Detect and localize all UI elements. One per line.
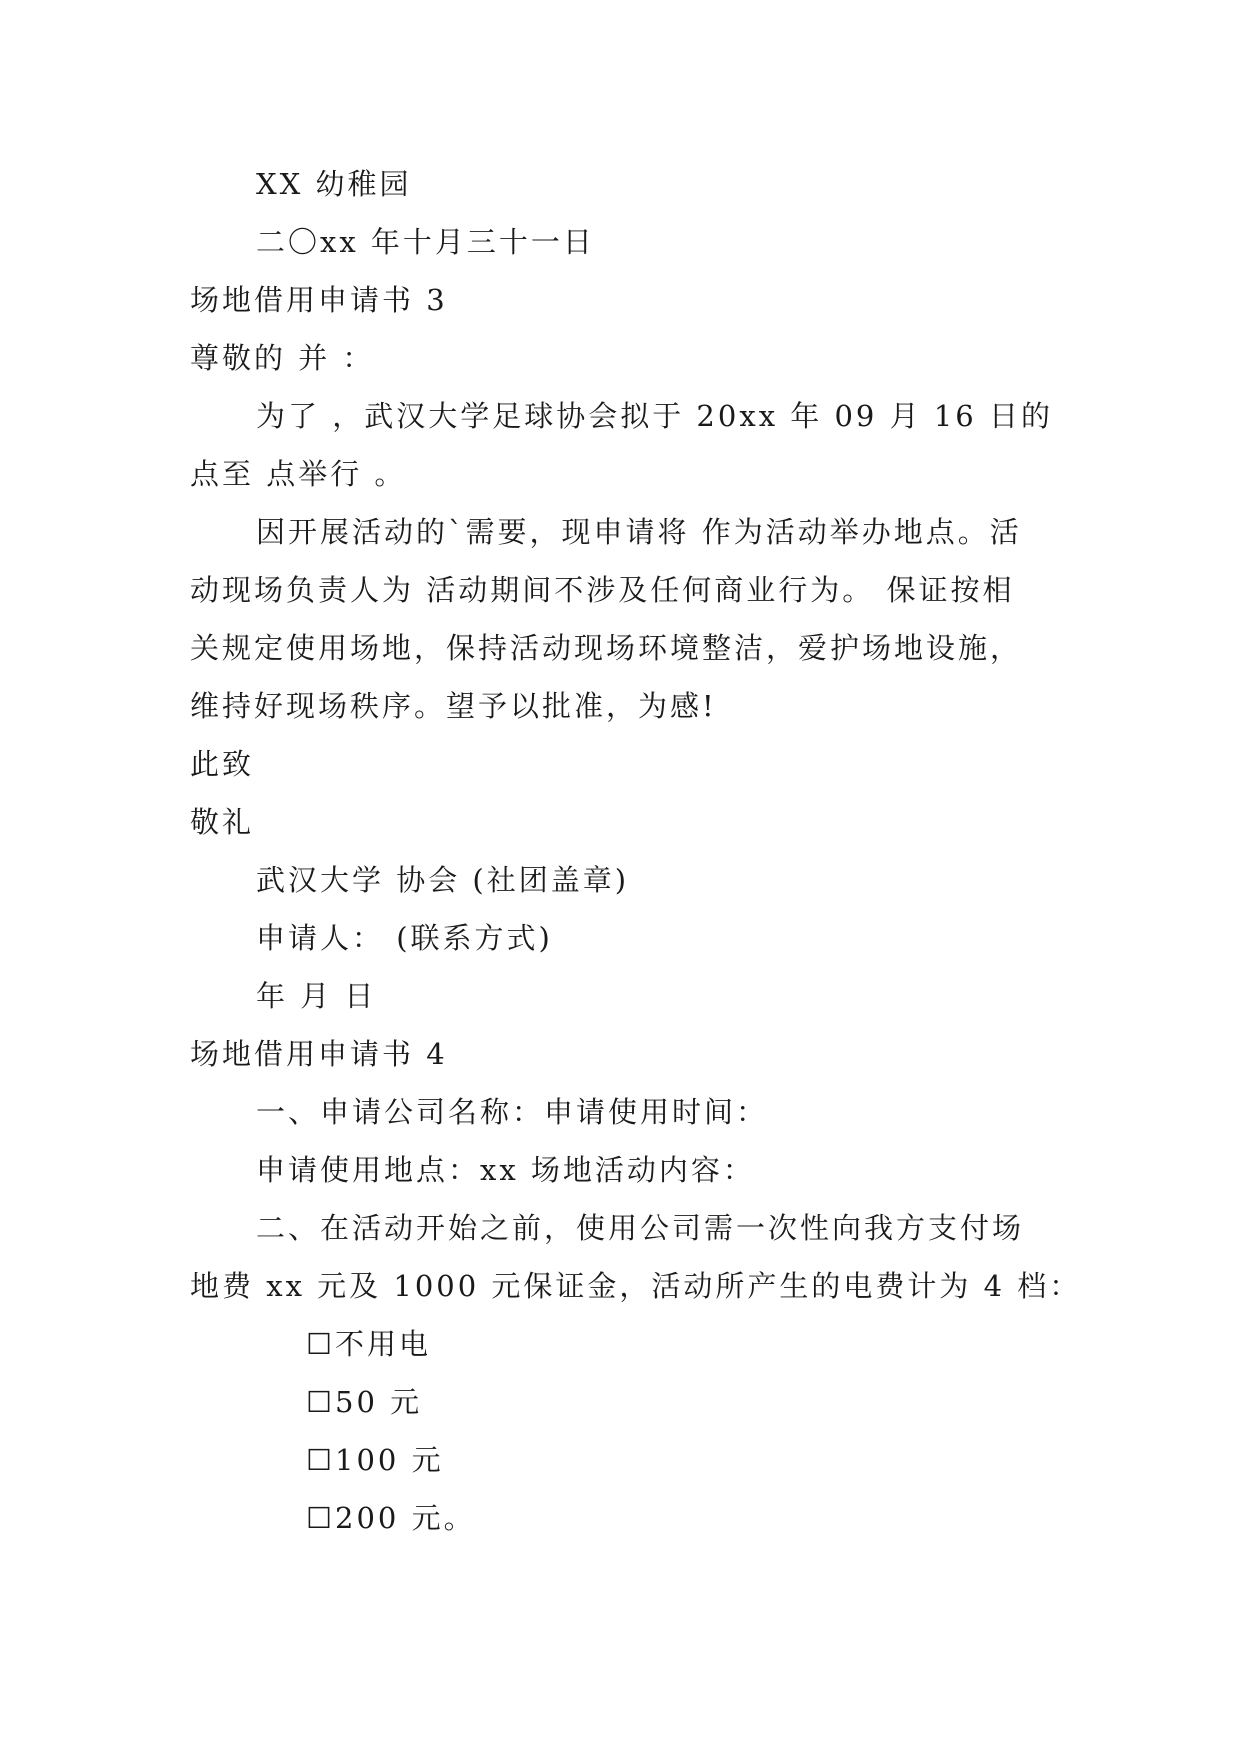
option-no-power: ☐不用电 [306, 1327, 431, 1361]
paragraph-1-line-1: 为了 ，武汉大学足球协会拟于 20xx 年 09 月 16 日的 [256, 399, 1053, 433]
item-2-line-1: 二、在活动开始之前，使用公司需一次性向我方支付场 [256, 1211, 1025, 1245]
date-line: 二〇xx 年十月三十一日 [256, 225, 595, 259]
option-50: ☐50 元 [306, 1385, 423, 1419]
paragraph-2-line-3: 关规定使用场地，保持活动现场环境整洁，爱护场地设施， [190, 631, 1023, 665]
option-100: ☐100 元 [306, 1443, 444, 1477]
closing-2: 敬礼 [190, 805, 255, 839]
paragraph-1-line-2: 点至 点举行 。 [190, 457, 407, 491]
salutation: 尊敬的 并 ： [190, 341, 375, 375]
signature-date: 年 月 日 [256, 979, 377, 1013]
signature-applicant: 申请人： (联系方式) [256, 921, 553, 955]
paragraph-2-line-2: 动现场负责人为 活动期间不涉及任何商业行为。 保证按相 [190, 573, 1015, 607]
closing-1: 此致 [190, 747, 255, 781]
section-4-title: 场地借用申请书 4 [190, 1037, 448, 1071]
option-200: ☐200 元。 [306, 1501, 476, 1535]
item-2-line-2: 地费 xx 元及 1000 元保证金，活动所产生的电费计为 4 档： [190, 1269, 1082, 1303]
item-1-line-2: 申请使用地点：xx 场地活动内容： [256, 1153, 755, 1187]
signature-org: 武汉大学 协会 (社团盖章) [256, 863, 630, 897]
section-3-title: 场地借用申请书 3 [190, 283, 448, 317]
paragraph-2-line-1: 因开展活动的`需要，现申请将 作为活动举办地点。活 [256, 515, 1022, 549]
paragraph-2-line-4: 维持好现场秩序。望予以批准，为感! [190, 689, 717, 723]
item-1-line-1: 一、申请公司名称：申请使用时间： [256, 1095, 769, 1129]
org-name: XX 幼稚园 [256, 167, 412, 201]
